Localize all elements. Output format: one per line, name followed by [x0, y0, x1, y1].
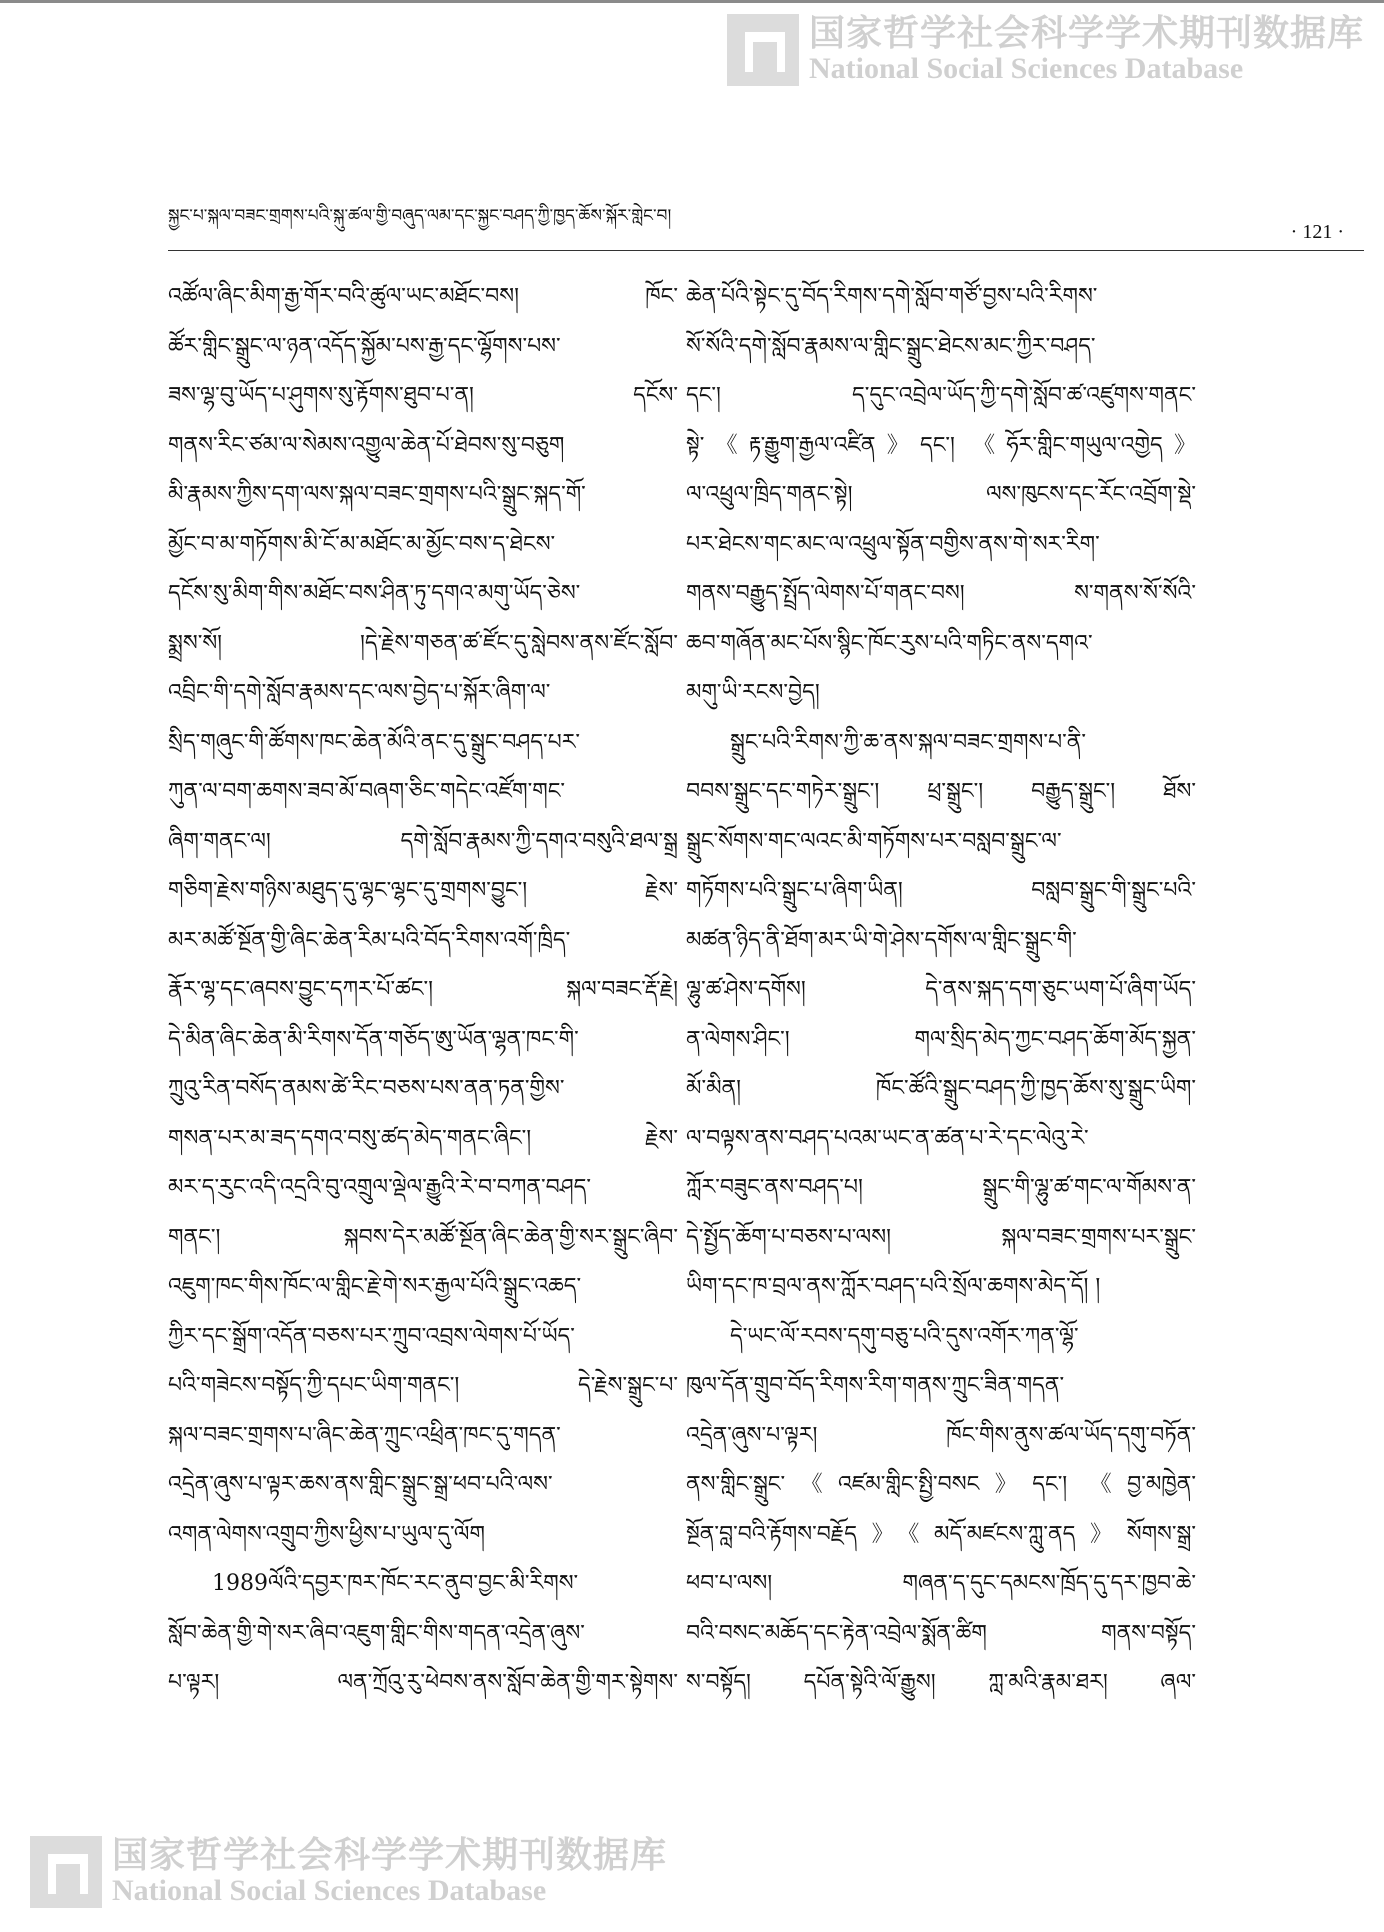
text-line: ལྷུ་ཚ་ཤེས་དགོས། དེ་ནས་སྐད་དག་ཅུང་ཡག་པོ་ཞིག་ཡོད་: [686, 977, 1196, 1002]
text-line: སྒྲུང་སོགས་གང་ལའང་མི་གཏོགས་པར་བསླབ་སྒྲུང་ལ་: [686, 828, 1062, 854]
text-line: འདྲེན་ཞུས་པ་ལྟར་ཆས་ནས་གླིང་སྒྲུང་སྒྲ་ཕབ་པའི་ལས་: [168, 1472, 553, 1497]
text-line: འགན་ལེགས་འགྲུབ་ཀྱིས་ཕྱིས་པ་ཡུལ་དུ་ལོག: [168, 1521, 485, 1547]
database-logo-icon: [30, 1836, 102, 1908]
text-line: དངོས་སུ་མིག་གིས་མཐོང་བས་ཤིན་ཏུ་དགའ་མགུ་ཡོད་ཅེས་: [168, 581, 581, 606]
text-line: མཚན་ཉིད་ནི་ཐོག་མར་ཡི་གེ་ཤེས་དགོས་ལ་གླིང་སྒྲུང་གི་: [686, 927, 1077, 953]
watermark-name-zh: 国家哲学社会科学学术期刊数据库: [112, 1835, 668, 1877]
text-line: སོ་སོའི་དགེ་སློབ་རྣམས་ལ་གླིང་སྒྲུང་ཐེངས་མང་ཀྱིར་བཤད་: [686, 333, 1096, 359]
text-line: གནས་རིང་ཙམ་ལ་སེམས་འགྱུལ་ཆེན་པོ་ཐེབས་སུ་བཅུག: [168, 432, 565, 458]
text-line: དེ་སྤྱོད་ཆོག་པ་བཅས་པ་ལས། སྐལ་བཟང་གྲགས་པར་སྒྲུང་: [686, 1224, 1196, 1250]
text-line: ཡིག་དང་ཁ་བྲལ་ནས་ཀློར་བཤད་པའི་སྲོལ་ཆགས་མེད་དོ། །: [686, 1274, 1101, 1299]
right-column: [686, 272, 1196, 1708]
text-line: འབྲིང་གི་དགེ་སློབ་རྣམས་དང་ལས་བྱེད་པ་སྐོར་ཞིག་ལ་: [168, 680, 551, 705]
text-line: ཚོར་གླིང་སྒྲུང་ལ་ཉན་འདོད་སྐྱོམ་པས་རྒྱ་དང་ལྷོགས་པས་: [168, 333, 561, 359]
text-line: འདྲེན་ཞུས་པ་ལྟར། ཁོང་གིས་ནུས་ཚལ་ཡོད་དགུ་བཏོན་: [686, 1422, 1196, 1448]
text-line: དང་། ད་དུང་འབྲེལ་ཡོད་ཀྱི་དགེ་སློབ་ཚ་འཛུགས་གནང་: [686, 383, 1196, 408]
text-line: སྟེ་《རྟ་རྒྱུག་རྒྱལ་འཛིན》དང་། 《ཧོར་གླིང་གཡུལ་འགྱེད》: [686, 432, 1196, 458]
text-line: སློབ་ཆེན་གྱི་གེ་སར་ཞིབ་འཇུག་གླིང་གིས་གདན་འདྲེན་ཞུས་: [168, 1620, 585, 1646]
text-line: ཁུལ་དོན་གྲུབ་བོད་རིགས་རིག་གནས་ཀྲུང་ཟིན་གདན་: [686, 1373, 1065, 1398]
text-line: མི་རྣམས་ཀྱིས་དག་ལས་སྐལ་བཟང་གྲགས་པའི་སྒྲུང་སྐད་གོ་: [168, 482, 586, 507]
text-line: ལ་བལྟས་ནས་བཤད་པའམ་ཡང་ན་ཚན་པ་རེ་དང་ལེའུ་རེ་: [686, 1125, 1089, 1151]
database-watermark-bottom: [30, 1836, 667, 1908]
running-title: སྐྱང་པ་སྐལ་བཟང་གྲགས་པའི་སྐུ་ཚལ་གྱི་བཞུད་ལམ་དང་སྐྱང་བཤད་ཀྱི་ཁྱད་ཆོས་སྐོར་གླེང་བ།: [168, 206, 672, 226]
text-line: གནང་། སྐབས་དེར་མཚོ་སྔོན་ཞིང་ཆེན་གྱི་སར་སྒྲུང་ཞིབ་: [168, 1224, 678, 1250]
text-line: གསན་པར་མ་ཟད་དགའ་བསུ་ཚད་མེད་གནང་ཞིང་། རྗེས་: [168, 1125, 678, 1151]
text-line: ཀུན་ལ་བག་ཆགས་ཟབ་མོ་བཞག་ཅིང་གདེང་འཛོག་གང་: [168, 779, 566, 804]
text-line: ཀྱིར་དང་སྒྲོག་འདོན་བཅས་པར་ཀྲུབ་འབྲས་ལེགས་པོ་ཡོད་: [168, 1323, 575, 1349]
text-line: ཆེན་པོའི་སྟེང་དུ་བོད་རིགས་དགེ་སློབ་གཙོ་བྱས་པའི་རིགས་: [686, 284, 1098, 309]
text-line: འཚོལ་ཞིང་མིག་རྒྱ་གོར་བའི་ཚུལ་ཡང་མཐོང་བས། ཁོང་: [168, 284, 678, 309]
text-line: གནས་བརྒྱུད་སྤྲོད་ལེགས་པོ་གནང་བས། ས་གནས་སོ་སོའི་: [686, 581, 1196, 606]
text-line: རྣོར་ལྷ་དང་ཞབས་བྱུང་དཀར་པོ་ཚང་། སྐལ་བཟང་རྡོ་རྗེ།: [168, 977, 678, 1002]
text-line: བའི་བསང་མཆོད་དང་རྟེན་འབྲེལ་སྨོན་ཚིག གནས་བསྟོད་: [686, 1620, 1196, 1646]
watermark-name-zh: 国家哲学社会科学学术期刊数据库: [808, 13, 1364, 55]
text-line: མོ་མིན། ཁོང་ཚོའི་སྒྲུང་བཤད་ཀྱི་ཁྱད་ཆོས་སུ་སྒྲུང་ཡིག་: [686, 1076, 1196, 1101]
text-line: མར་ད་ཪུང་འདི་འདྲའི་བུ་འགྲུལ་ལྡེལ་རྒྱུའི་རེ་བ་བཀན་བཤད་: [168, 1175, 591, 1200]
text-line: ཟས་ལྷ་བུ་ཡོད་པ་ཤུགས་སུ་རྟོགས་ཐུབ་པ་ན། དངོས་: [168, 383, 678, 408]
running-header: [168, 206, 1364, 251]
text-line: ཀྲུའུ་རིན་བསོད་ནམས་ཚེ་རིང་བཅས་པས་ནན་ཏན་གྱིས་: [168, 1076, 565, 1101]
text-line: པའི་གཟེངས་བསྟོད་ཀྱི་དཔང་ཡིག་གནང་། དེ་རྗེས་སྒྲུང་པ་: [168, 1373, 678, 1398]
page-number: · 121 ·: [1290, 221, 1344, 243]
text-line: ཀློར་བཟུང་ནས་བཤད་པ། སྒྲུང་གི་ལྷུ་ཚ་གང་ལ་གོམས་ན་: [686, 1175, 1196, 1200]
text-line: མར་མཚོ་སྔོན་གྱི་ཞིང་ཆེན་རིམ་པའི་བོད་རིགས་འགོ་ཁྲིད་: [168, 927, 571, 953]
text-line: པར་ཐེངས་གང་མང་ལ་འཕྲུལ་སྟོན་བགྱིས་ནས་གེ་སར་རིག་: [686, 531, 1100, 557]
text-line: སྲིད་གཞུང་གི་ཚོགས་ཁང་ཆེན་མོའི་ནང་དུ་སྒྲུང་བཤད་པར་: [168, 729, 581, 755]
text-line: ཞིག་གནང་ལ། དགེ་སློབ་རྣམས་ཀྱི་དགའ་བསུའི་ཐལ་སྒྲ: [168, 828, 678, 854]
text-line: ནས་གླིང་སྒྲུང་《འཛམ་གླིང་སྤྱི་བསང》དང་། 《བྱ་མཁྱེན་: [686, 1472, 1196, 1497]
text-line: སྒྲུང་པའི་རིགས་ཀྱི་ཆ་ནས་སྐལ་བཟང་གྲགས་པ་ནི་: [730, 729, 1087, 755]
text-line: མགུ་ཡི་རངས་བྱེད།: [686, 680, 820, 705]
text-line: དེ་མིན་ཞིང་ཆེན་མི་རིགས་དོན་གཅོད་ཨུ་ཡོན་ལྷན་ཁང་གི་: [168, 1026, 579, 1052]
text-line: སྨྲས་སོ། །དེ་རྗེས་གཅན་ཚ་ཛོང་དུ་སླེབས་ནས་ཛོང་སློབ་: [168, 630, 678, 656]
top-border: [0, 0, 1384, 3]
text-line: གཅིག་རྗེས་གཉིས་མཐུད་དུ་ལྷང་ལྷང་དུ་གྲགས་བྱུང་། རྗེས་: [168, 878, 678, 903]
text-line: བབས་སྒྲུང་དང་གཏེར་སྒྲུང་། ཕྲ་སྒྲུང་། བརྒྱུད་སྒྲུང་། ཐོས་: [686, 779, 1196, 804]
text-line: མྱོང་བ་མ་གཏོགས་མི་ངོ་མ་མཐོང་མ་མྱོང་བས་ད་ཐེངས་: [168, 531, 556, 557]
database-watermark-top: [727, 14, 1364, 86]
text-line: ས་བསྟོད། དཔོན་སྟེའི་ལོ་རྒྱུས། ཀླ་མའི་རྣམ་ཐར། ཞལ་: [686, 1670, 1196, 1695]
watermark-name-en: National Social Sciences Database: [112, 1874, 547, 1908]
database-logo-icon: [727, 14, 799, 86]
text-line: སྐལ་བཟང་གྲགས་པ་ཞིང་ཆེན་ཀྲུང་འཕྲིན་ཁང་དུ་གདན་: [168, 1422, 561, 1448]
left-column: [168, 272, 678, 1708]
text-line: 1989ལོའི་དབྱར་ཁར་ཁོང་རང་ནུབ་བྱང་མི་རིགས་: [212, 1571, 579, 1596]
text-line: ཕབ་པ་ལས། གཞན་ད་དུང་དམངས་ཁྲོད་དུ་དར་ཁྱབ་ཆེ་: [686, 1571, 1196, 1596]
text-line: ན་ལེགས་ཤིང་། གལ་སྲིད་མེད་ཀྱང་བཤད་ཆོག་མོད་སྐྱན་: [686, 1026, 1196, 1052]
text-line: དེ་ཡང་ལོ་རབས་དགུ་བཅུ་པའི་དུས་འགོར་ཀན་ལྷོ་: [730, 1323, 1079, 1349]
text-line: ཆབ་གཞོན་མང་པོས་སྙིང་ཁོང་ཪུས་པའི་གཏིང་ནས་དགའ་: [686, 630, 1093, 656]
watermark-name-en: National Social Sciences Database: [808, 52, 1244, 86]
text-line: སྔོན་བླ་བའི་རྟོགས་བརྗོད》《མདོ་མཛངས་ཀླུ་ནད》སོགས་སྒྲ་: [686, 1521, 1196, 1547]
text-line: ལ་འཕྲུལ་ཁྲིད་གནང་སྟེ། ལས་ཁུངས་དང་རོང་འབྲོག་སྡེ་: [686, 482, 1196, 507]
text-line: འཇུག་ཁང་གིས་ཁོང་ལ་གླིང་རྗེ་གེ་སར་རྒྱལ་པོའི་སྒྲུང་འཆད་: [168, 1274, 582, 1299]
text-line: གཏོགས་པའི་སྒྲུང་པ་ཞིག་ཡིན། བསླབ་སྒྲུང་གི་སྒྲུང་པའི་: [686, 878, 1196, 903]
text-line: པ་ལྟར། ལན་ཀྲོའུ་རུ་ཕེབས་ནས་སློབ་ཆེན་གྱི་གར་སྟེགས་: [168, 1670, 678, 1695]
